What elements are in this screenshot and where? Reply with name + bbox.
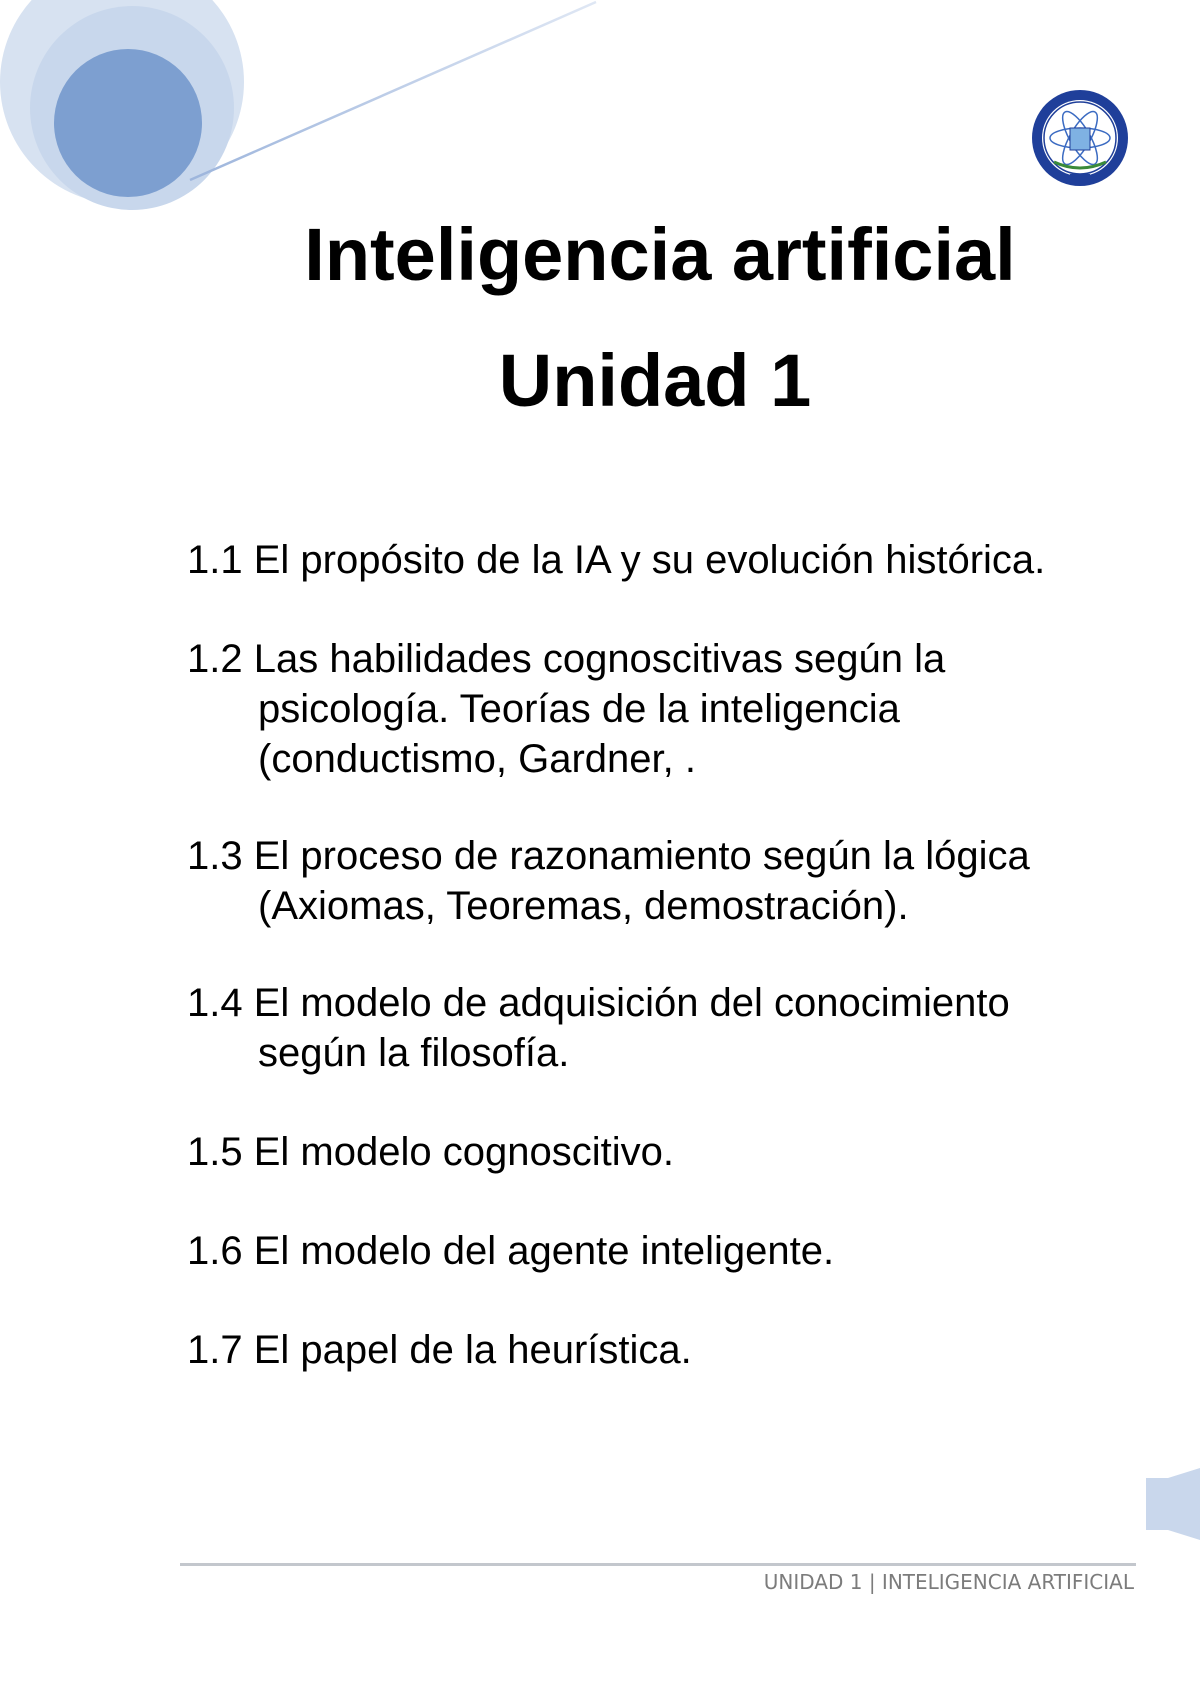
blue-page-tab (1146, 1468, 1200, 1540)
institution-seal-logo (1030, 88, 1130, 188)
footer-divider (180, 1563, 1136, 1566)
document-subtitle: Unidad 1 (498, 339, 812, 422)
topic-item: 1.6 El modelo del agente inteligente. (187, 1229, 835, 1273)
topic-item: 1.2 Las habilidades cognoscitivas según la psicología. Teorías de la inteligencia (conductismo, Gardner, . (187, 637, 957, 781)
footer-text: UNIDAD 1 | INTELIGENCIA ARTIFICIAL (763, 1570, 1134, 1594)
topic-item: 1.1 El propósito de la IA y su evolución histórica. (187, 538, 1046, 582)
topic-item: 1.7 El papel de la heurística. (187, 1328, 692, 1372)
topic-item: 1.5 El modelo cognoscitivo. (187, 1130, 674, 1174)
topic-list (187, 535, 1067, 1375)
document-title: Inteligencia artificial (304, 213, 1016, 296)
topic-item: 1.4 El modelo de adquisición del conocimiento según la filosofía. (187, 981, 1021, 1075)
blue-circles-decoration (0, 0, 620, 220)
topic-item: 1.3 El proceso de razonamiento según la lógica (Axiomas, Teoremas, demostración). (187, 834, 1041, 928)
